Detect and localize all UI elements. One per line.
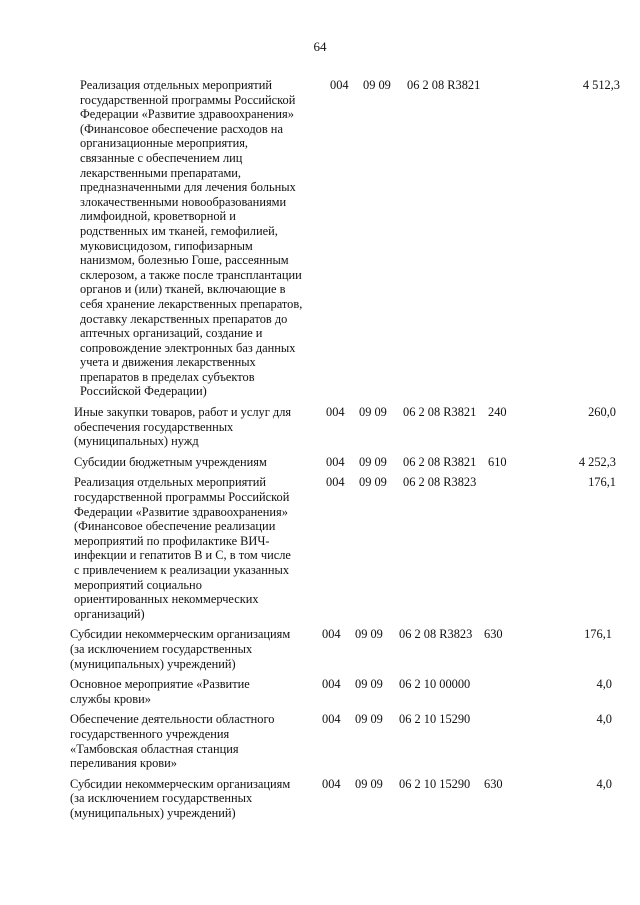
description-line: родственных им тканей, гемофилией,	[80, 223, 278, 238]
row-target-code: 06 2 08 R3821	[407, 78, 481, 92]
row-section-code: 09 09	[355, 712, 383, 727]
row-section-code: 09 09	[363, 78, 391, 92]
row-admin-code: 004	[322, 677, 341, 692]
table-row	[60, 712, 620, 770]
description-line: «Тамбовская областная станция	[70, 741, 239, 756]
row-target-code: 06 2 10 15290	[399, 712, 471, 727]
row-amount: 4,0	[596, 712, 612, 727]
description-line: с привлечением к реализации указанных	[74, 563, 290, 577]
description-line: Субсидии бюджетным учреждениям	[74, 454, 267, 469]
description-line: Реализация отдельных мероприятий	[80, 78, 272, 92]
description-line: лекарственными препаратами,	[80, 165, 242, 180]
row-description	[60, 475, 308, 621]
description-line: учета и движения лекарственных	[80, 355, 256, 370]
description-line: Федерации «Развитие здравоохранения»	[74, 504, 288, 519]
row-expense-type: 630	[484, 776, 503, 791]
row-amount: 176,1	[588, 475, 616, 490]
description-line: мероприятий социально	[74, 577, 202, 592]
description-line: себя хранение лекарственных препаратов,	[80, 296, 303, 311]
row-description	[60, 627, 308, 671]
description-line: (муниципальных) нужд	[74, 434, 199, 449]
description-line: склерозом, а также после трансплантации	[80, 267, 302, 282]
row-admin-code: 004	[326, 405, 345, 420]
description-line: мероприятий по профилактике ВИЧ-	[74, 533, 270, 548]
row-target-code: 06 2 08 R3821	[403, 454, 477, 469]
row-target-code: 06 2 10 00000	[399, 677, 471, 692]
description-line: ориентированных некоммерческих	[74, 592, 259, 607]
description-line: сопровождение электронных баз данных	[80, 340, 296, 355]
row-amount: 176,1	[584, 627, 612, 642]
row-expense-type: 240	[488, 405, 507, 420]
table-row	[60, 677, 620, 706]
description-line: государственной программы Российской	[74, 490, 290, 505]
description-line: инфекции и гепатитов B и C, в том числе	[74, 548, 291, 563]
row-description	[60, 455, 308, 470]
row-admin-code: 004	[322, 776, 341, 791]
row-section-code: 09 09	[355, 627, 383, 642]
description-line: Субсидии некоммерческим организациям	[70, 627, 291, 642]
description-line: препаратов в пределах субъектов	[80, 369, 255, 384]
row-amount: 4,0	[596, 677, 612, 692]
row-admin-code: 004	[322, 712, 341, 727]
description-line: лимфоидной, кроветворной и	[80, 209, 236, 224]
row-target-code: 06 2 10 15290	[399, 776, 471, 791]
description-line: (Финансовое обеспечение расходов на	[80, 121, 283, 136]
table-row	[60, 455, 620, 470]
table-row	[60, 475, 620, 621]
description-line: обеспечения государственных	[74, 419, 234, 434]
row-section-code: 09 09	[355, 776, 383, 791]
description-line: государственного учреждения	[70, 726, 230, 741]
description-line: переливания крови»	[70, 756, 177, 771]
row-description	[60, 777, 308, 821]
row-description	[60, 677, 308, 706]
row-target-code: 06 2 08 R3821	[403, 405, 477, 420]
row-amount: 4,0	[596, 776, 612, 791]
row-description	[60, 78, 308, 399]
row-section-code: 09 09	[359, 454, 387, 469]
description-line: (Финансовое обеспечение реализации	[74, 519, 276, 534]
description-line: службы крови»	[70, 691, 151, 706]
description-line: (за исключением государственных	[70, 791, 253, 806]
description-line: организационные мероприятия,	[80, 136, 248, 151]
row-amount: 4 512,3	[582, 78, 620, 92]
description-line: Федерации «Развитие здравоохранения»	[80, 107, 294, 122]
row-amount: 260,0	[588, 405, 616, 420]
description-line: связанные с обеспечением лиц	[80, 150, 243, 165]
row-target-code: 06 2 08 R3823	[403, 475, 477, 490]
description-line: предназначенными для лечения больных	[80, 180, 296, 195]
row-expense-type: 630	[484, 627, 503, 642]
description-line: злокачественными новообразованиями	[80, 194, 287, 209]
description-line: организаций)	[74, 606, 145, 621]
description-line: органов и (или) тканей, включающие в	[80, 282, 286, 297]
table-row	[60, 627, 620, 671]
row-section-code: 09 09	[359, 405, 387, 420]
row-section-code: 09 09	[359, 475, 387, 490]
table-row	[60, 78, 620, 399]
row-admin-code: 004	[322, 627, 341, 642]
table-row	[60, 405, 620, 449]
description-line: аптечных организаций, создание и	[80, 326, 263, 341]
row-amount: 4 252,3	[578, 454, 616, 469]
budget-table	[60, 78, 620, 827]
description-line: (за исключением государственных	[70, 641, 253, 656]
row-expense-type: 610	[488, 454, 507, 469]
description-line: (муниципальных) учреждений)	[70, 805, 236, 820]
page-number: 64	[313, 39, 327, 54]
description-line: Основное мероприятие «Развитие	[70, 677, 250, 692]
row-admin-code: 004	[326, 475, 345, 490]
description-line: (муниципальных) учреждений)	[70, 656, 236, 671]
description-line: муковисцидозом, гипофизарным	[80, 238, 253, 253]
row-target-code: 06 2 08 R3823	[399, 627, 473, 642]
description-line: государственной программы Российской	[80, 92, 296, 107]
description-line: Обеспечение деятельности областного	[70, 712, 275, 727]
row-description	[60, 405, 308, 449]
description-line: Реализация отдельных мероприятий	[74, 475, 266, 490]
row-section-code: 09 09	[355, 677, 383, 692]
row-admin-code: 004	[330, 78, 349, 92]
description-line: Российской Федерации)	[80, 384, 207, 399]
row-admin-code: 004	[326, 454, 345, 469]
description-line: нанизмом, болезнью Гоше, рассеянным	[80, 253, 289, 268]
description-line: доставку лекарственных препаратов до	[80, 311, 288, 326]
description-line: Субсидии некоммерческим организациям	[70, 776, 291, 791]
description-line: Иные закупки товаров, работ и услуг для	[74, 405, 292, 420]
row-description	[60, 712, 308, 770]
table-row	[60, 777, 620, 821]
